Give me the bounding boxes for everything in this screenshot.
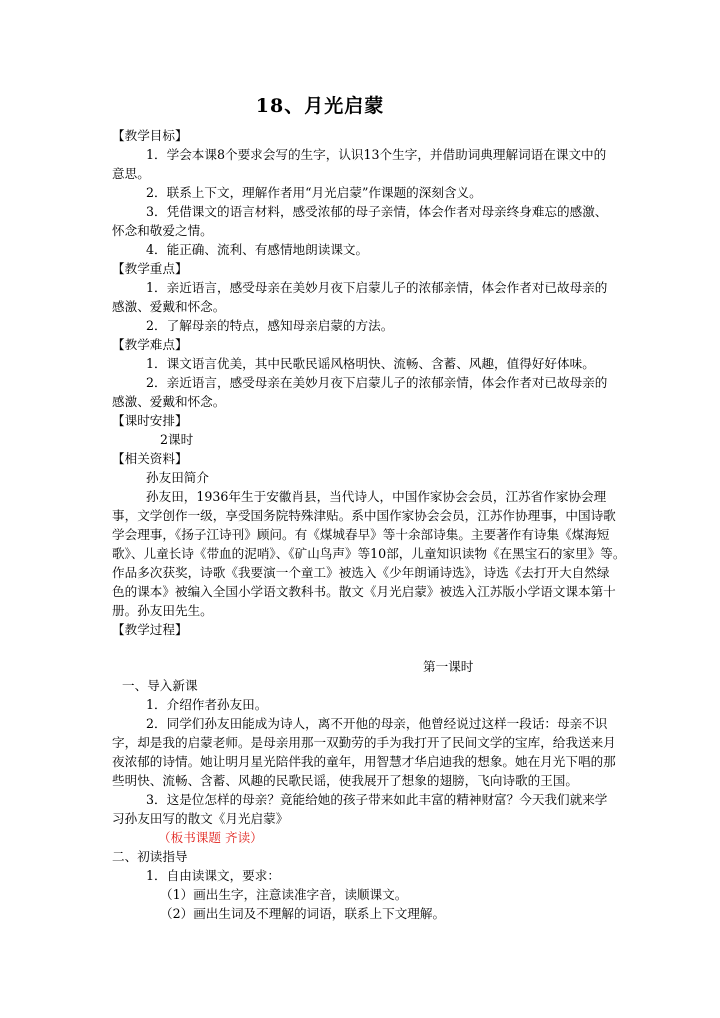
part-1-item-3-line-2: 习孙友田写的散文《月光启蒙》 [112, 811, 289, 826]
bio-line-7: 册。孙友田先生。 [112, 603, 213, 618]
bio-line-1: 孙友田，1936年生于安徽肖县，当代诗人，中国作家协会会员，江苏省作家协会理 [146, 489, 607, 504]
goals-heading: 【教学目标】 [112, 128, 188, 143]
part-1-item-2-line-2: 字，却是我的启蒙老师。是母亲用那一双勤劳的手为我打开了民间文学的宝库，给我送来月 [112, 735, 616, 750]
key-point-1-line-2: 感激、爱戴和怀念。 [112, 299, 226, 314]
difficulty-2-line-2: 感激、爱戴和怀念。 [112, 394, 226, 409]
bio-line-3: 学会理事，《扬子江诗刊》顾问。有《煤城春早》等十余部诗集。主要著作有诗集《煤海短 [112, 527, 610, 542]
bio-line-4: 歌》、儿童长诗《带血的泥哨》、《矿山鸟声》等10部，儿童知识读物《在黑宝石的家里》等。 [112, 546, 626, 561]
goal-3-line-2: 怀念和敬爱之情。 [112, 223, 213, 238]
goal-1-line-2: 意思。 [112, 166, 150, 181]
difficulty-1: 1．课文语言优美，其中民歌民谣风格明快、流畅、含蓄、风趣，值得好好体味。 [146, 356, 595, 371]
schedule-heading: 【课时安排】 [112, 413, 188, 428]
goal-1-line-1: 1．学会本课8个要求会写的生字，认识13个生字，并借助词典理解词语在课文中的 [146, 147, 607, 162]
part-2-heading: 二、初读指导 [112, 849, 188, 864]
goal-4: 4．能正确、流利、有感情地朗读课文。 [146, 242, 369, 257]
bio-line-5: 作品多次获奖，诗歌《我要演一个童工》被选入《少年朗诵诗选》，诗选《去打开大自然绿 [112, 565, 610, 580]
part-1-item-2-line-1: 2．同学们孙友田能成为诗人，离不开他的母亲，他曾经说过这样一段话：母亲不识 [146, 716, 608, 731]
lesson-title: 第一课时 [423, 659, 474, 674]
part-1-heading: 一、导入新课 [122, 678, 198, 693]
goal-3-line-1: 3．凭借课文的语言材料，感受浓郁的母子亲情，体会作者对母亲终身难忘的感激、 [146, 204, 608, 219]
part-2-sub-1: （1）画出生字，注意读准字音，读顺课文。 [160, 887, 408, 902]
bio-line-2: 事，文学创作一级，享受国务院特殊津贴。系中国作家协会会员，江苏作协理事，中国诗歌 [112, 508, 616, 523]
process-heading: 【教学过程】 [112, 622, 188, 637]
part-1-item-3-line-1: 3．这是位怎样的母亲？竟能给她的孩子带来如此丰富的精神财富？今天我们就来学 [146, 792, 608, 807]
key-point-1-line-1: 1．亲近语言，感受母亲在美妙月夜下启蒙儿子的浓郁亲情，体会作者对已故母亲的 [146, 280, 608, 295]
part-1-item-2-line-3: 夜浓郁的诗情。她让明月星光陪伴我的童年，用智慧才华启迪我的想象。她在月光下唱的那 [112, 754, 616, 769]
board-note: （板书课题 齐读） [158, 830, 263, 845]
part-1-item-2-line-4: 些明快、流畅、含蓄、风趣的民歌民谣，使我展开了想象的翅膀，飞向诗歌的王国。 [112, 773, 578, 788]
difficulty-2-line-1: 2．亲近语言，感受母亲在美妙月夜下启蒙儿子的浓郁亲情，体会作者对已故母亲的 [146, 375, 608, 390]
bio-line-6: 色的课本》被编入全国小学语文教科书。散文《月光启蒙》被选入江苏版小学语文课本第十 [112, 584, 616, 599]
goal-2: 2．联系上下文，理解作者用“月光启蒙”作课题的深刻含义。 [146, 185, 482, 200]
materials-subheading: 孙友田简介 [146, 470, 209, 485]
difficulties-heading: 【教学难点】 [112, 337, 188, 352]
page-title: 18、月光启蒙 [255, 95, 385, 117]
part-1-item-1: 1．介绍作者孙友田。 [146, 697, 268, 712]
part-2-item-1: 1．自由读课文，要求： [146, 868, 280, 883]
schedule-value: 2课时 [160, 432, 194, 447]
materials-heading: 【相关资料】 [112, 451, 188, 466]
part-2-sub-2: （2）画出生词及不理解的词语，联系上下文理解。 [160, 906, 446, 921]
key-points-heading: 【教学重点】 [112, 261, 188, 276]
key-point-2: 2．了解母亲的特点，感知母亲启蒙的方法。 [146, 318, 394, 333]
